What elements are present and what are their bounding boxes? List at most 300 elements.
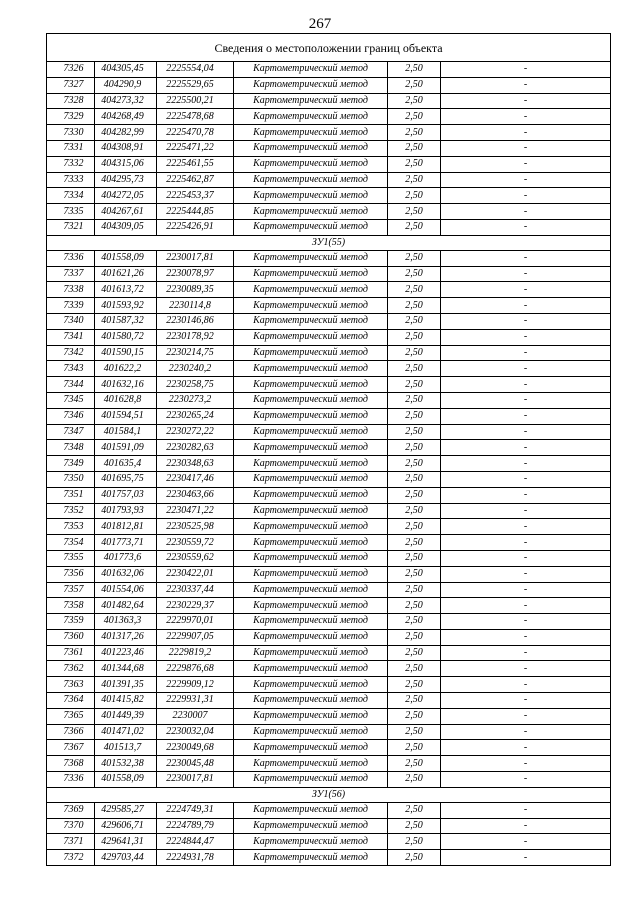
- point-number-cell: 7350: [47, 471, 95, 487]
- table-row: [47, 519, 611, 535]
- method-cell: Картометрический метод: [234, 487, 388, 503]
- point-number-cell: 7328: [47, 93, 95, 109]
- description-cell: -: [441, 298, 611, 314]
- method-cell: Картометрический метод: [234, 456, 388, 472]
- x-coordinate-cell: 401635,4: [95, 456, 157, 472]
- y-coordinate-cell: 2230146,86: [157, 313, 234, 329]
- x-coordinate-cell: 401594,51: [95, 408, 157, 424]
- y-coordinate-cell: 2230463,66: [157, 487, 234, 503]
- point-number-cell: 7344: [47, 377, 95, 393]
- x-coordinate-cell: 401621,26: [95, 266, 157, 282]
- method-cell: Картометрический метод: [234, 313, 388, 329]
- point-number-cell: 7342: [47, 345, 95, 361]
- table-row: [47, 471, 611, 487]
- precision-cell: 2,50: [388, 93, 441, 109]
- point-number-cell: 7347: [47, 424, 95, 440]
- method-cell: Картометрический метод: [234, 424, 388, 440]
- point-number-cell: 7358: [47, 598, 95, 614]
- section-header-row: [47, 235, 611, 250]
- point-number-cell: 7372: [47, 850, 95, 866]
- y-coordinate-cell: 2224844,47: [157, 834, 234, 850]
- table-row: [47, 677, 611, 693]
- point-number-cell: 7326: [47, 62, 95, 78]
- method-cell: Картометрический метод: [234, 645, 388, 661]
- description-cell: -: [441, 204, 611, 220]
- table-title-row: [47, 34, 611, 62]
- method-cell: Картометрический метод: [234, 802, 388, 818]
- method-cell: Картометрический метод: [234, 125, 388, 141]
- table-row: [47, 693, 611, 709]
- description-cell: -: [441, 313, 611, 329]
- y-coordinate-cell: 2230049,68: [157, 740, 234, 756]
- table-row: [47, 440, 611, 456]
- description-cell: -: [441, 550, 611, 566]
- point-number-cell: 7368: [47, 756, 95, 772]
- description-cell: -: [441, 109, 611, 125]
- description-cell: -: [441, 740, 611, 756]
- precision-cell: 2,50: [388, 550, 441, 566]
- table-row: [47, 345, 611, 361]
- method-cell: Картометрический метод: [234, 519, 388, 535]
- method-cell: Картометрический метод: [234, 550, 388, 566]
- method-cell: Картометрический метод: [234, 740, 388, 756]
- table-row: [47, 708, 611, 724]
- y-coordinate-cell: 2230265,24: [157, 408, 234, 424]
- point-number-cell: 7360: [47, 629, 95, 645]
- x-coordinate-cell: 401632,16: [95, 377, 157, 393]
- method-cell: Картометрический метод: [234, 756, 388, 772]
- precision-cell: 2,50: [388, 677, 441, 693]
- precision-cell: 2,50: [388, 345, 441, 361]
- y-coordinate-cell: 2230417,46: [157, 471, 234, 487]
- precision-cell: 2,50: [388, 740, 441, 756]
- y-coordinate-cell: 2230114,8: [157, 298, 234, 314]
- x-coordinate-cell: 404305,45: [95, 62, 157, 78]
- y-coordinate-cell: 2224749,31: [157, 802, 234, 818]
- method-cell: Картометрический метод: [234, 345, 388, 361]
- description-cell: -: [441, 566, 611, 582]
- section-header-row: [47, 787, 611, 802]
- point-number-cell: 7334: [47, 188, 95, 204]
- table-row: [47, 156, 611, 172]
- point-number-cell: 7356: [47, 566, 95, 582]
- section-label: ЗУ1(55): [47, 235, 611, 250]
- description-cell: -: [441, 629, 611, 645]
- table-row: [47, 125, 611, 141]
- precision-cell: 2,50: [388, 188, 441, 204]
- x-coordinate-cell: 401391,35: [95, 677, 157, 693]
- description-cell: -: [441, 487, 611, 503]
- table-row: [47, 282, 611, 298]
- point-number-cell: 7351: [47, 487, 95, 503]
- description-cell: -: [441, 219, 611, 235]
- x-coordinate-cell: 404267,61: [95, 204, 157, 220]
- x-coordinate-cell: 401591,09: [95, 440, 157, 456]
- y-coordinate-cell: 2225426,91: [157, 219, 234, 235]
- point-number-cell: 7345: [47, 392, 95, 408]
- x-coordinate-cell: 429585,27: [95, 802, 157, 818]
- x-coordinate-cell: 429606,71: [95, 818, 157, 834]
- x-coordinate-cell: 401471,02: [95, 724, 157, 740]
- point-number-cell: 7353: [47, 519, 95, 535]
- table-row: [47, 724, 611, 740]
- section-label: ЗУ1(56): [47, 787, 611, 802]
- description-cell: -: [441, 677, 611, 693]
- description-cell: -: [441, 408, 611, 424]
- method-cell: Картометрический метод: [234, 408, 388, 424]
- y-coordinate-cell: 2229909,12: [157, 677, 234, 693]
- description-cell: -: [441, 377, 611, 393]
- y-coordinate-cell: 2225453,37: [157, 188, 234, 204]
- precision-cell: 2,50: [388, 377, 441, 393]
- precision-cell: 2,50: [388, 598, 441, 614]
- y-coordinate-cell: 2230078,97: [157, 266, 234, 282]
- description-cell: -: [441, 156, 611, 172]
- point-number-cell: 7332: [47, 156, 95, 172]
- precision-cell: 2,50: [388, 313, 441, 329]
- method-cell: Картометрический метод: [234, 282, 388, 298]
- x-coordinate-cell: 401695,75: [95, 471, 157, 487]
- method-cell: Картометрический метод: [234, 834, 388, 850]
- table-row: [47, 313, 611, 329]
- method-cell: Картометрический метод: [234, 266, 388, 282]
- y-coordinate-cell: 2230032,04: [157, 724, 234, 740]
- description-cell: -: [441, 503, 611, 519]
- x-coordinate-cell: 401812,81: [95, 519, 157, 535]
- page-number: 267: [308, 16, 332, 32]
- method-cell: Картометрический метод: [234, 535, 388, 551]
- point-number-cell: 7349: [47, 456, 95, 472]
- description-cell: -: [441, 582, 611, 598]
- point-number-cell: 7369: [47, 802, 95, 818]
- y-coordinate-cell: 2230471,22: [157, 503, 234, 519]
- y-coordinate-cell: 2224789,79: [157, 818, 234, 834]
- precision-cell: 2,50: [388, 204, 441, 220]
- precision-cell: 2,50: [388, 519, 441, 535]
- method-cell: Картометрический метод: [234, 503, 388, 519]
- description-cell: -: [441, 440, 611, 456]
- method-cell: Картометрический метод: [234, 850, 388, 866]
- point-number-cell: 7365: [47, 708, 95, 724]
- y-coordinate-cell: 2229876,68: [157, 661, 234, 677]
- method-cell: Картометрический метод: [234, 298, 388, 314]
- y-coordinate-cell: 2230214,75: [157, 345, 234, 361]
- precision-cell: 2,50: [388, 503, 441, 519]
- point-number-cell: 7330: [47, 125, 95, 141]
- y-coordinate-cell: 2230273,2: [157, 392, 234, 408]
- method-cell: Картометрический метод: [234, 172, 388, 188]
- description-cell: -: [441, 188, 611, 204]
- precision-cell: 2,50: [388, 629, 441, 645]
- table-row: [47, 298, 611, 314]
- x-coordinate-cell: 401558,09: [95, 772, 157, 788]
- description-cell: -: [441, 93, 611, 109]
- description-cell: -: [441, 693, 611, 709]
- description-cell: -: [441, 361, 611, 377]
- method-cell: Картометрический метод: [234, 109, 388, 125]
- y-coordinate-cell: 2225462,87: [157, 172, 234, 188]
- precision-cell: 2,50: [388, 724, 441, 740]
- precision-cell: 2,50: [388, 424, 441, 440]
- point-number-cell: 7338: [47, 282, 95, 298]
- precision-cell: 2,50: [388, 818, 441, 834]
- table-row: [47, 392, 611, 408]
- table-row: [47, 93, 611, 109]
- method-cell: Картометрический метод: [234, 818, 388, 834]
- x-coordinate-cell: 401773,6: [95, 550, 157, 566]
- description-cell: -: [441, 756, 611, 772]
- description-cell: -: [441, 834, 611, 850]
- table-row: [47, 582, 611, 598]
- point-number-cell: 7333: [47, 172, 95, 188]
- x-coordinate-cell: 401587,32: [95, 313, 157, 329]
- table-row: [47, 62, 611, 78]
- method-cell: Картометрический метод: [234, 377, 388, 393]
- point-number-cell: 7340: [47, 313, 95, 329]
- y-coordinate-cell: 2230258,75: [157, 377, 234, 393]
- x-coordinate-cell: 404273,32: [95, 93, 157, 109]
- x-coordinate-cell: 401344,68: [95, 661, 157, 677]
- table-row: [47, 266, 611, 282]
- method-cell: Картометрический метод: [234, 140, 388, 156]
- y-coordinate-cell: 2225470,78: [157, 125, 234, 141]
- description-cell: -: [441, 724, 611, 740]
- description-cell: -: [441, 424, 611, 440]
- table-row: [47, 629, 611, 645]
- table-row: [47, 503, 611, 519]
- y-coordinate-cell: 2225529,65: [157, 77, 234, 93]
- y-coordinate-cell: 2230240,2: [157, 361, 234, 377]
- description-cell: -: [441, 614, 611, 630]
- point-number-cell: 7352: [47, 503, 95, 519]
- y-coordinate-cell: 2225461,55: [157, 156, 234, 172]
- x-coordinate-cell: 401632,06: [95, 566, 157, 582]
- method-cell: Картометрический метод: [234, 219, 388, 235]
- y-coordinate-cell: 2225500,21: [157, 93, 234, 109]
- x-coordinate-cell: 401793,93: [95, 503, 157, 519]
- precision-cell: 2,50: [388, 125, 441, 141]
- y-coordinate-cell: 2230559,62: [157, 550, 234, 566]
- table-row: [47, 802, 611, 818]
- point-number-cell: 7331: [47, 140, 95, 156]
- y-coordinate-cell: 2230422,01: [157, 566, 234, 582]
- y-coordinate-cell: 2230337,44: [157, 582, 234, 598]
- point-number-cell: 7329: [47, 109, 95, 125]
- table-row: [47, 535, 611, 551]
- table-row: [47, 566, 611, 582]
- description-cell: -: [441, 471, 611, 487]
- table-row: [47, 424, 611, 440]
- precision-cell: 2,50: [388, 693, 441, 709]
- y-coordinate-cell: 2230282,63: [157, 440, 234, 456]
- x-coordinate-cell: 401513,7: [95, 740, 157, 756]
- description-cell: -: [441, 645, 611, 661]
- table-row: [47, 172, 611, 188]
- y-coordinate-cell: 2230045,48: [157, 756, 234, 772]
- y-coordinate-cell: 2230007: [157, 708, 234, 724]
- description-cell: -: [441, 772, 611, 788]
- method-cell: Картометрический метод: [234, 392, 388, 408]
- point-number-cell: 7355: [47, 550, 95, 566]
- table-row: [47, 456, 611, 472]
- method-cell: Картометрический метод: [234, 204, 388, 220]
- x-coordinate-cell: 401558,09: [95, 250, 157, 266]
- point-number-cell: 7371: [47, 834, 95, 850]
- method-cell: Картометрический метод: [234, 598, 388, 614]
- precision-cell: 2,50: [388, 77, 441, 93]
- point-number-cell: 7336: [47, 250, 95, 266]
- precision-cell: 2,50: [388, 140, 441, 156]
- boundary-coordinates-table: [46, 33, 611, 866]
- description-cell: -: [441, 345, 611, 361]
- x-coordinate-cell: 429641,31: [95, 834, 157, 850]
- point-number-cell: 7336: [47, 772, 95, 788]
- method-cell: Картометрический метод: [234, 724, 388, 740]
- point-number-cell: 7361: [47, 645, 95, 661]
- table-row: [47, 487, 611, 503]
- x-coordinate-cell: 401580,72: [95, 329, 157, 345]
- method-cell: Картометрический метод: [234, 93, 388, 109]
- x-coordinate-cell: 401363,3: [95, 614, 157, 630]
- method-cell: Картометрический метод: [234, 566, 388, 582]
- table-row: [47, 645, 611, 661]
- point-number-cell: 7366: [47, 724, 95, 740]
- table-row: [47, 756, 611, 772]
- precision-cell: 2,50: [388, 645, 441, 661]
- precision-cell: 2,50: [388, 566, 441, 582]
- precision-cell: 2,50: [388, 456, 441, 472]
- y-coordinate-cell: 2230017,81: [157, 250, 234, 266]
- table-row: [47, 219, 611, 235]
- x-coordinate-cell: 404309,05: [95, 219, 157, 235]
- method-cell: Картометрический метод: [234, 62, 388, 78]
- table-row: [47, 834, 611, 850]
- x-coordinate-cell: 401622,2: [95, 361, 157, 377]
- method-cell: Картометрический метод: [234, 693, 388, 709]
- precision-cell: 2,50: [388, 392, 441, 408]
- x-coordinate-cell: 401757,03: [95, 487, 157, 503]
- method-cell: Картометрический метод: [234, 361, 388, 377]
- precision-cell: 2,50: [388, 266, 441, 282]
- precision-cell: 2,50: [388, 361, 441, 377]
- precision-cell: 2,50: [388, 756, 441, 772]
- table-row: [47, 598, 611, 614]
- description-cell: -: [441, 598, 611, 614]
- table-row: [47, 109, 611, 125]
- x-coordinate-cell: 429703,44: [95, 850, 157, 866]
- point-number-cell: 7337: [47, 266, 95, 282]
- x-coordinate-cell: 401223,46: [95, 645, 157, 661]
- table-title: Сведения о местоположении границ объекта: [47, 34, 611, 62]
- x-coordinate-cell: 401317,26: [95, 629, 157, 645]
- x-coordinate-cell: 401773,71: [95, 535, 157, 551]
- x-coordinate-cell: 404268,49: [95, 109, 157, 125]
- y-coordinate-cell: 2230229,37: [157, 598, 234, 614]
- method-cell: Картометрический метод: [234, 471, 388, 487]
- description-cell: -: [441, 172, 611, 188]
- x-coordinate-cell: 401628,8: [95, 392, 157, 408]
- y-coordinate-cell: 2225471,22: [157, 140, 234, 156]
- y-coordinate-cell: 2230089,35: [157, 282, 234, 298]
- x-coordinate-cell: 401554,06: [95, 582, 157, 598]
- precision-cell: 2,50: [388, 250, 441, 266]
- y-coordinate-cell: 2230272,22: [157, 424, 234, 440]
- precision-cell: 2,50: [388, 172, 441, 188]
- precision-cell: 2,50: [388, 708, 441, 724]
- precision-cell: 2,50: [388, 282, 441, 298]
- y-coordinate-cell: 2229970,01: [157, 614, 234, 630]
- table-row: [47, 614, 611, 630]
- point-number-cell: 7343: [47, 361, 95, 377]
- table-body: [47, 34, 611, 866]
- description-cell: -: [441, 125, 611, 141]
- x-coordinate-cell: 404295,73: [95, 172, 157, 188]
- y-coordinate-cell: 2229819,2: [157, 645, 234, 661]
- point-number-cell: 7357: [47, 582, 95, 598]
- table-row: [47, 661, 611, 677]
- table-row: [47, 818, 611, 834]
- x-coordinate-cell: 401613,72: [95, 282, 157, 298]
- x-coordinate-cell: 401532,38: [95, 756, 157, 772]
- y-coordinate-cell: 2229931,31: [157, 693, 234, 709]
- y-coordinate-cell: 2230178,92: [157, 329, 234, 345]
- precision-cell: 2,50: [388, 834, 441, 850]
- y-coordinate-cell: 2225554,04: [157, 62, 234, 78]
- point-number-cell: 7341: [47, 329, 95, 345]
- description-cell: -: [441, 708, 611, 724]
- y-coordinate-cell: 2230559,72: [157, 535, 234, 551]
- description-cell: -: [441, 818, 611, 834]
- x-coordinate-cell: 404272,05: [95, 188, 157, 204]
- description-cell: -: [441, 456, 611, 472]
- table-row: [47, 550, 611, 566]
- table-row: [47, 329, 611, 345]
- point-number-cell: 7359: [47, 614, 95, 630]
- point-number-cell: 7367: [47, 740, 95, 756]
- precision-cell: 2,50: [388, 440, 441, 456]
- precision-cell: 2,50: [388, 329, 441, 345]
- method-cell: Картометрический метод: [234, 329, 388, 345]
- precision-cell: 2,50: [388, 298, 441, 314]
- table-row: [47, 188, 611, 204]
- x-coordinate-cell: 401449,39: [95, 708, 157, 724]
- table-row: [47, 408, 611, 424]
- precision-cell: 2,50: [388, 408, 441, 424]
- precision-cell: 2,50: [388, 802, 441, 818]
- precision-cell: 2,50: [388, 614, 441, 630]
- table-row: [47, 250, 611, 266]
- y-coordinate-cell: 2230348,63: [157, 456, 234, 472]
- x-coordinate-cell: 401415,82: [95, 693, 157, 709]
- description-cell: -: [441, 392, 611, 408]
- description-cell: -: [441, 535, 611, 551]
- point-number-cell: 7321: [47, 219, 95, 235]
- description-cell: -: [441, 140, 611, 156]
- precision-cell: 2,50: [388, 471, 441, 487]
- method-cell: Картометрический метод: [234, 250, 388, 266]
- description-cell: -: [441, 519, 611, 535]
- table-row: [47, 740, 611, 756]
- precision-cell: 2,50: [388, 156, 441, 172]
- x-coordinate-cell: 401584,1: [95, 424, 157, 440]
- precision-cell: 2,50: [388, 487, 441, 503]
- point-number-cell: 7335: [47, 204, 95, 220]
- description-cell: -: [441, 77, 611, 93]
- table-row: [47, 361, 611, 377]
- description-cell: -: [441, 282, 611, 298]
- point-number-cell: 7364: [47, 693, 95, 709]
- point-number-cell: 7346: [47, 408, 95, 424]
